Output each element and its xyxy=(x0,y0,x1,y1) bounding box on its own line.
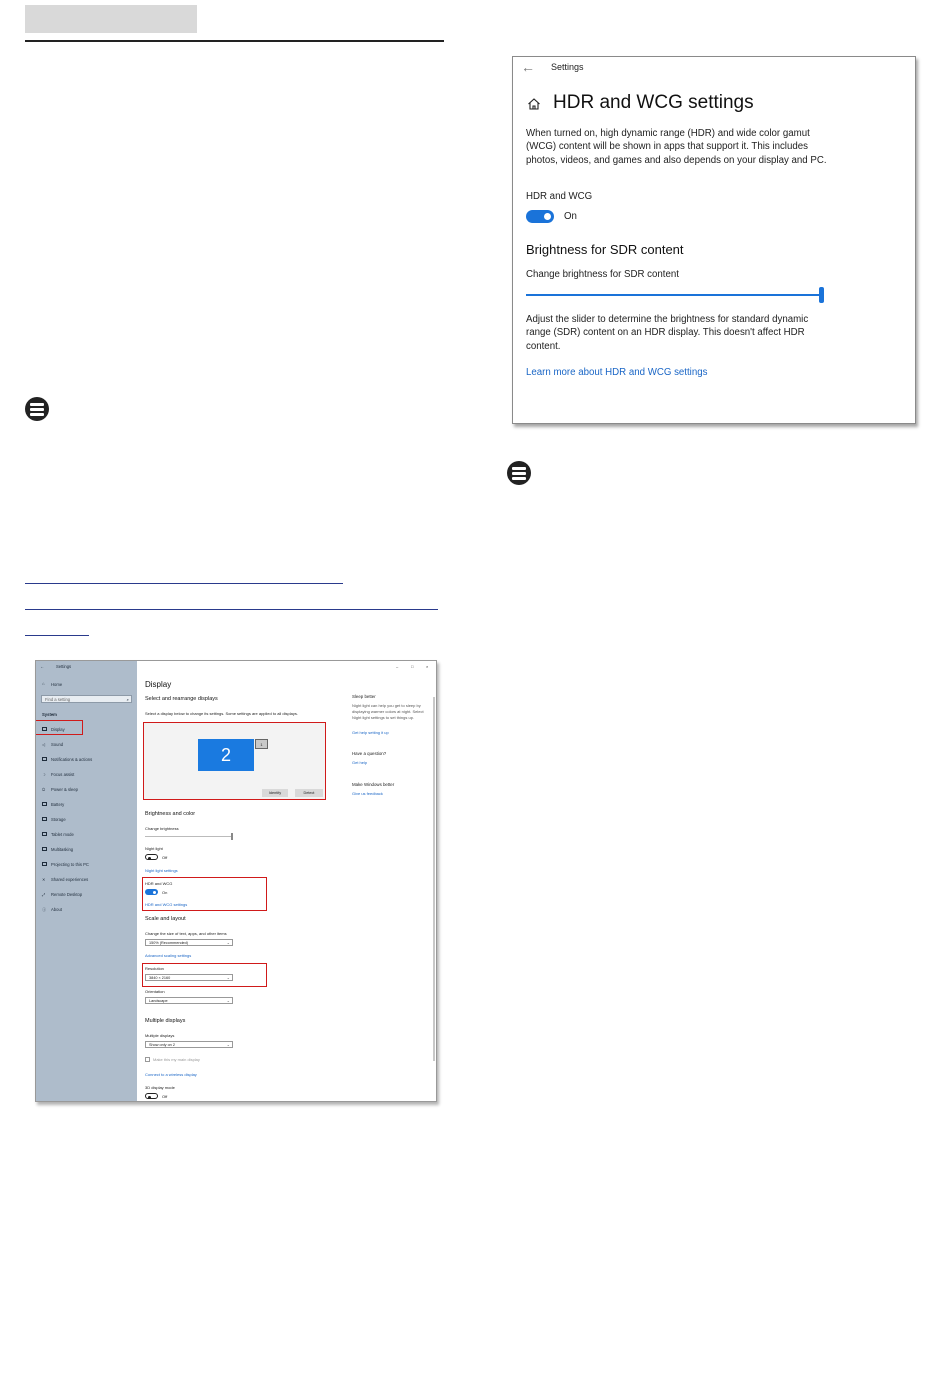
chevron-down-icon: ⌄ xyxy=(226,940,230,945)
sidebar-item-notifications[interactable]: Notifications & actions xyxy=(51,757,93,762)
arrange-heading: Select and rearrange displays xyxy=(145,696,218,702)
sidebar-item-storage[interactable]: Storage xyxy=(51,817,66,822)
header-tab xyxy=(25,5,197,33)
feedback-link[interactable]: Give us feedback xyxy=(352,791,383,796)
arrange-hint: Select a display below to change its settings. Some settings are applied to all displays. xyxy=(145,711,298,716)
scale-dropdown[interactable]: 150% (Recommended) ⌄ xyxy=(145,939,233,946)
sleep-better-heading: Sleep better xyxy=(352,694,376,699)
projecting-icon xyxy=(42,862,47,866)
chevron-down-icon: ⌄ xyxy=(226,1042,230,1047)
sdr-description: Adjust the slider to determine the brightness for standard dynamic range (SDR) content on an HDR display. This doesn't affect HDR content. xyxy=(526,314,809,352)
chevron-down-icon: ⌄ xyxy=(226,998,230,1003)
sidebar-item-shared-experiences[interactable]: Shared experiences xyxy=(51,877,89,882)
find-setting-input[interactable]: Find a setting ⌕ xyxy=(41,695,132,703)
hdr-description: When turned on, high dynamic range (HDR) and wide color gamut (WCG) content will be shown in apps that support it. This includes photos, videos, and games and also depends on your display and PC. xyxy=(526,128,827,166)
hdr-label-small: HDR and WCG xyxy=(145,881,173,886)
hdr-toggle-label: HDR and WCG xyxy=(526,191,593,202)
about-icon: ⓘ xyxy=(42,907,47,912)
link-underline-1[interactable] xyxy=(25,583,343,584)
sidebar-item-tablet-mode[interactable]: Tablet mode xyxy=(51,832,74,837)
display-settings-screenshot xyxy=(35,660,437,1102)
multiple-displays-label: Multiple displays xyxy=(145,1033,175,1038)
resolution-label: Resolution xyxy=(145,966,164,971)
link-underline-3[interactable] xyxy=(25,635,89,636)
home-icon-small: ⌂ xyxy=(42,681,45,686)
sleep-better-text: Night light can help you get to sleep by displaying warmer colors at night. Select Night light settings to set things up. xyxy=(352,703,424,720)
main-display-checkbox[interactable] xyxy=(145,1057,150,1062)
advanced-scaling-link[interactable]: Advanced scaling settings xyxy=(145,953,192,958)
get-help-link[interactable]: Get help xyxy=(352,760,368,765)
orientation-label: Orientation xyxy=(145,989,165,994)
sidebar-item-battery[interactable]: Battery xyxy=(51,802,65,807)
sidebar-item-sound[interactable]: Sound xyxy=(51,742,64,747)
sidebar-item-multitasking[interactable]: Multitasking xyxy=(51,847,74,852)
settings-window-title: Settings xyxy=(56,664,72,669)
question-heading: Have a question? xyxy=(352,751,387,756)
sidebar-back-icon[interactable]: ← xyxy=(40,664,45,669)
brightness-heading: Brightness and color xyxy=(145,811,196,817)
hdr-toggle[interactable] xyxy=(526,210,554,223)
sound-icon: ◁ xyxy=(42,742,46,747)
remote-desktop-icon: ⤢ xyxy=(42,892,46,897)
orientation-dropdown[interactable]: Landscape ⌄ xyxy=(145,997,233,1004)
multitasking-icon xyxy=(42,847,47,851)
sidebar-home[interactable]: Home xyxy=(51,682,63,687)
identify-button[interactable]: Identify xyxy=(262,789,288,797)
sdr-slider-thumb[interactable] xyxy=(819,287,824,303)
window-title: Settings xyxy=(551,62,584,72)
sidebar-item-remote-desktop[interactable]: Remote Desktop xyxy=(51,892,83,897)
tablet-mode-icon xyxy=(42,832,47,836)
detect-button[interactable]: Detect xyxy=(295,789,323,797)
note-icon-2 xyxy=(507,461,531,485)
chevron-down-icon: ⌄ xyxy=(226,975,230,980)
home-icon xyxy=(527,97,541,111)
hdr-settings-window xyxy=(512,56,916,424)
sidebar-item-display[interactable]: Display xyxy=(51,727,65,732)
scale-heading: Scale and layout xyxy=(145,916,186,922)
search-icon: ⌕ xyxy=(126,696,129,702)
note-icon xyxy=(25,397,49,421)
wireless-display-link[interactable]: Connect to a wireless display xyxy=(145,1072,197,1077)
learn-more-link[interactable]: Learn more about HDR and WCG settings xyxy=(526,367,708,378)
hdr-toggle-state: On xyxy=(564,211,577,222)
resolution-dropdown[interactable]: 3840 × 2160 ⌄ xyxy=(145,974,233,981)
brightness-slider[interactable] xyxy=(145,836,233,837)
hdr-toggle-small[interactable] xyxy=(145,889,158,895)
sdr-slider-label: Change brightness for SDR content xyxy=(526,269,679,280)
monitor-1-tile[interactable]: 1 xyxy=(255,739,268,749)
night-light-toggle[interactable] xyxy=(145,854,158,860)
maximize-button[interactable]: □ xyxy=(411,664,414,669)
main-display-checkbox-label: Make this my main display xyxy=(153,1057,200,1062)
header-rule xyxy=(25,40,444,42)
brightness-slider-thumb[interactable] xyxy=(231,833,233,840)
back-arrow-icon[interactable]: ← xyxy=(521,59,535,75)
multiple-displays-heading: Multiple displays xyxy=(145,1018,186,1024)
multiple-displays-dropdown[interactable]: Show only on 2 ⌄ xyxy=(145,1041,233,1048)
sidebar-item-projecting[interactable]: Projecting to this PC xyxy=(51,862,89,867)
3d-mode-label: 3D display mode xyxy=(145,1085,175,1090)
hdr-state-small: On xyxy=(162,890,168,895)
night-light-state: Off xyxy=(162,855,168,860)
scale-label: Change the size of text, apps, and other items xyxy=(145,931,227,936)
page-title: HDR and WCG settings xyxy=(553,92,754,113)
power-icon: ⏻ xyxy=(42,787,46,792)
sidebar-item-power[interactable]: Power & sleep xyxy=(51,787,78,792)
make-windows-better-heading: Make Windows better xyxy=(352,782,395,787)
sleep-help-link[interactable]: Get help setting it up xyxy=(352,730,389,735)
sidebar-item-focus-assist[interactable]: Focus assist xyxy=(51,772,75,777)
battery-icon xyxy=(42,802,47,806)
storage-icon xyxy=(42,817,47,821)
link-underline-2[interactable] xyxy=(25,609,438,610)
focus-assist-icon: ☽ xyxy=(42,772,46,777)
hdr-settings-link[interactable]: HDR and WCG settings xyxy=(145,902,188,907)
highlight-display-item xyxy=(35,720,83,735)
3d-mode-toggle[interactable] xyxy=(145,1093,158,1099)
monitor-2-tile[interactable]: 2 xyxy=(198,739,254,771)
sidebar-item-about[interactable]: About xyxy=(51,907,62,912)
sdr-section-heading: Brightness for SDR content xyxy=(526,242,684,257)
night-light-settings-link[interactable]: Night light settings xyxy=(145,868,178,873)
close-button[interactable]: × xyxy=(426,664,429,669)
night-light-label: Night light xyxy=(145,846,163,851)
sdr-brightness-slider[interactable] xyxy=(526,294,820,296)
change-brightness-label: Change brightness xyxy=(145,826,179,831)
minimize-button[interactable]: – xyxy=(396,664,399,669)
scrollbar[interactable] xyxy=(433,697,435,1061)
sidebar-section-system: System xyxy=(42,712,57,717)
shared-experiences-icon: ✕ xyxy=(42,877,46,882)
3d-mode-state: Off xyxy=(162,1094,168,1099)
notifications-icon xyxy=(42,757,47,761)
display-page-title: Display xyxy=(145,680,172,689)
